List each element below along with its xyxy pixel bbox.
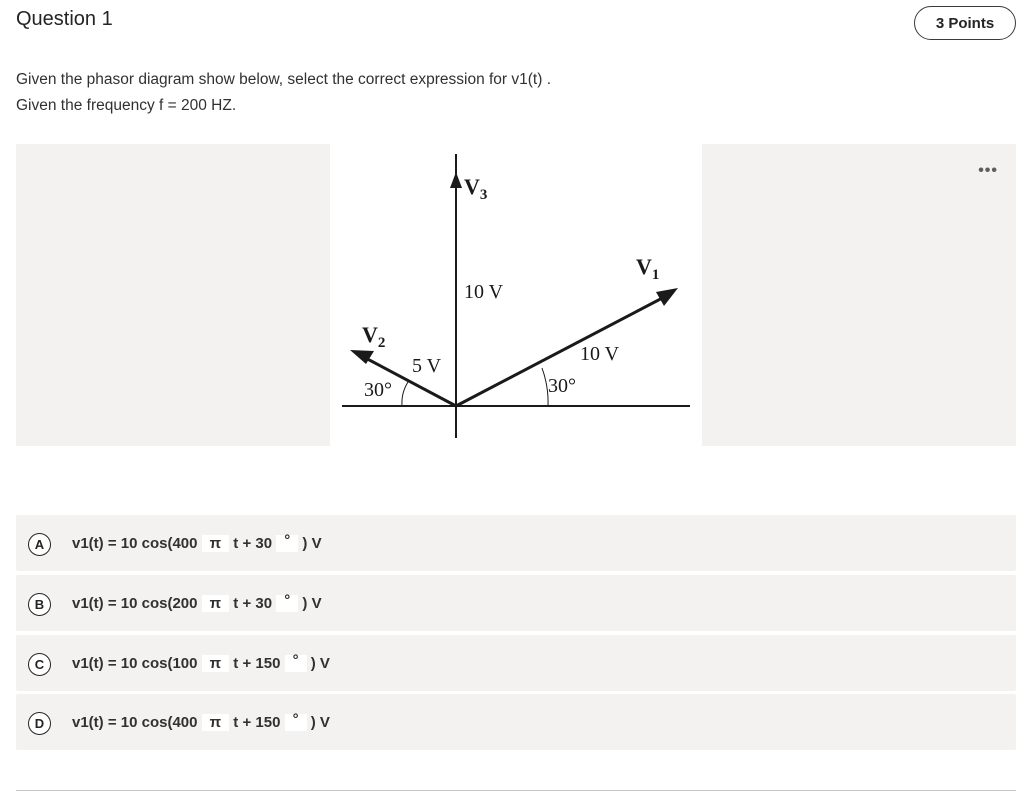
image-background-right [702,144,1016,446]
v1-label: $V_1$ [636,254,660,283]
divider [16,790,1016,791]
question-text-line-1: Given the phasor diagram show below, select the correct expression for v1(t) . [16,71,551,88]
angle-arc-left [402,382,408,406]
v1-arrowhead [656,288,678,306]
option-a-text: v1(t) = 10 cos(400 π t + 30 ° ) V [72,532,322,552]
option-c-text: v1(t) = 10 cos(100 π t + 150 ° ) V [72,652,330,672]
option-c[interactable] [16,635,1016,691]
option-d-text: v1(t) = 10 cos(400 π t + 150 ° ) V [72,711,330,731]
question-title: Question 1 [16,8,113,30]
question-header [16,6,1016,38]
phasor-diagram [330,144,702,446]
question-text-line-2: Given the frequency f = 200 HZ. [16,97,237,114]
more-horizontal-icon[interactable]: ••• [978,162,998,179]
option-d[interactable] [16,694,1016,750]
angle-label-right: 30° [548,375,576,397]
v3-arrowhead [450,172,462,188]
option-a[interactable] [16,515,1016,571]
image-background-left [16,144,330,446]
option-b-text: v1(t) = 10 cos(200 π t + 30 ° ) V [72,592,322,612]
v2-label: $V_2$ [362,322,386,351]
option-a-letter: A [28,533,51,556]
angle-label-left: 30° [364,379,392,401]
option-b-letter: B [28,593,51,616]
v3-label: $V_3$ [464,174,488,203]
v1-magnitude: 10 V [580,343,620,365]
v3-magnitude: 10 V [464,281,504,303]
option-d-letter: D [28,712,51,735]
v2-magnitude: 5 V [412,355,442,377]
option-c-letter: C [28,653,51,676]
question-text [16,67,551,119]
points-badge: 3 Points [914,6,1016,40]
option-b[interactable] [16,575,1016,631]
